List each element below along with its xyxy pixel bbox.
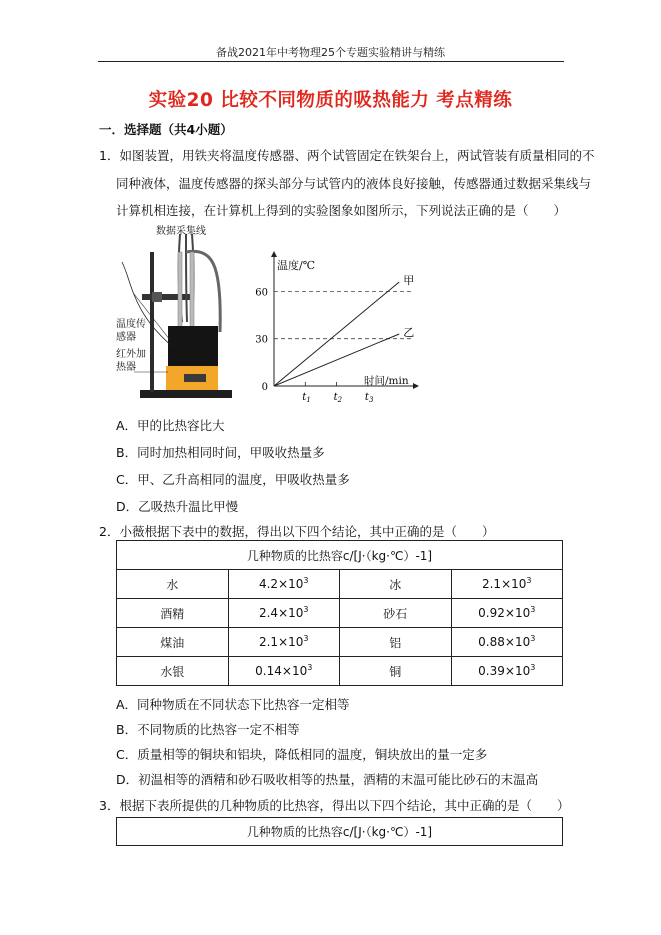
q2-option-b: B．不同物质的比热容一定不相等 — [116, 722, 300, 737]
q3-text: 3．根据下表所提供的几种物质的比热容，得出以下四个结论，其中正确的是（ ） — [99, 798, 570, 813]
series-line — [274, 282, 399, 386]
table-row — [117, 657, 563, 686]
table-header-row — [117, 541, 563, 570]
q1-option-c: C．甲、乙升高相同的温度，甲吸收热量多 — [116, 472, 350, 487]
y-tick-label: 0 — [261, 382, 268, 393]
table-cell: 酒精 — [117, 599, 229, 628]
table-row — [117, 599, 563, 628]
header-divider — [98, 61, 564, 62]
y-tick-label: 30 — [255, 334, 268, 346]
label-ir-heater-line-1: 红外加 — [116, 349, 146, 360]
section-heading: 一．选择题（共4小题） — [99, 122, 233, 137]
table-cell: 冰 — [340, 570, 452, 599]
q1-option-a: A．甲的比热容比大 — [116, 418, 225, 433]
page-title: 实验20 比较不同物质的吸热能力 考点精练 — [148, 90, 513, 111]
chart-ylabel: 温度/℃ — [277, 259, 316, 272]
q1-option-d: D．乙吸热升温比甲慢 — [116, 499, 239, 514]
table-row — [117, 628, 563, 657]
q3-table — [116, 817, 563, 846]
q1-option-b: B．同时加热相同时间，甲吸收热量多 — [116, 445, 325, 460]
q1-line-3: 计算机相连接，在计算机上得到的实验图象如图所示，下列说法正确的是（ ） — [116, 203, 567, 218]
series-label: 乙 — [403, 325, 415, 339]
table-cell: 铜 — [340, 657, 452, 686]
table-cell: $4.2\times 10^3$ — [228, 570, 340, 599]
q2-text: 2．小薇根据下表中的数据，得出以下四个结论，其中正确的是（ ） — [99, 524, 495, 539]
apparatus-drawing — [112, 222, 242, 402]
table-cell: $2.1\times 10^3$ — [451, 570, 563, 599]
table-row — [117, 570, 563, 599]
q1-line-2: 同种液体，温度传感器的探头部分与试管内的液体良好接触，传感器通过数据采集线与 — [116, 176, 592, 191]
table-cell: $0.14\times 10^3$ — [228, 657, 340, 686]
series-label: 甲 — [403, 273, 415, 287]
chart-xlabel: 时间/min — [364, 375, 409, 387]
table-cell: $0.39\times 10^3$ — [451, 657, 563, 686]
q2-option-c: C．质量相等的铜块和铝块，降低相同的温度，铜块放出的量一定多 — [116, 747, 488, 762]
table-cell: 铝 — [340, 628, 452, 657]
x-tick-label: $t_3$ — [364, 392, 374, 404]
x-tick-label: $t_2$ — [333, 392, 343, 404]
specific-heat-table — [116, 540, 563, 686]
page-header: 备战2021年中考物理25个专题实验精讲与精练 — [216, 46, 445, 59]
q2-option-d: D．初温相等的酒精和砂石吸收相等的热量，酒精的末温可能比砂石的末温高 — [116, 772, 539, 787]
label-temp-sensor-line-2: 感器 — [116, 332, 136, 343]
label-data-cable: 数据采集线 — [156, 226, 206, 237]
table-title: 几种物质的比热容c/[J·（kg·℃）-1] — [117, 541, 563, 570]
label-ir-heater — [116, 348, 146, 374]
table-header-row — [117, 818, 563, 846]
label-temp-sensor — [116, 318, 146, 344]
x-tick-label: $t_1$ — [302, 392, 311, 404]
table-title: 几种物质的比热容c/[J·（kg·℃）-1] — [117, 818, 563, 846]
table-cell: 煤油 — [117, 628, 229, 657]
table-cell: $2.4\times 10^3$ — [228, 599, 340, 628]
y-tick-label: 60 — [255, 287, 268, 299]
label-ir-heater-line-2: 热器 — [116, 362, 136, 373]
table-cell: 水银 — [117, 657, 229, 686]
table-cell: 水 — [117, 570, 229, 599]
q1-line-1: 1．如图装置，用铁夹将温度传感器、两个试管固定在铁架台上，两试管装有质量相同的不 — [99, 148, 595, 163]
apparatus-figure — [112, 222, 242, 402]
table-cell: $0.92\times 10^3$ — [451, 599, 563, 628]
table-cell: 砂石 — [340, 599, 452, 628]
label-temp-sensor-line-1: 温度传 — [116, 319, 146, 330]
table-cell: $2.1\times 10^3$ — [228, 628, 340, 657]
table-cell: $0.88\times 10^3$ — [451, 628, 563, 657]
q2-option-a: A．同种物质在不同状态下比热容一定相等 — [116, 697, 350, 712]
